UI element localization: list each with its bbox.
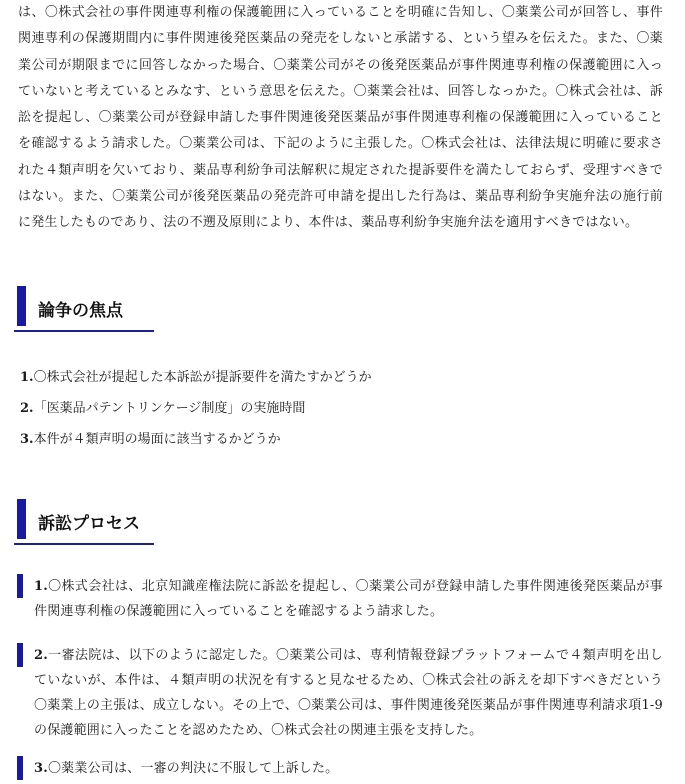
process-section-title: 訴訟プロセス — [38, 514, 140, 534]
process-section-header — [14, 499, 154, 545]
process-text: 〇薬業公司は、一審の判決に不服して上訴した。 — [47, 761, 339, 776]
process-number: 1. — [34, 579, 48, 594]
process-marker-bar — [17, 756, 23, 780]
process-number: 3. — [34, 761, 48, 776]
process-item-1 — [14, 574, 663, 624]
process-paragraph — [14, 756, 663, 781]
issue-text: 本件が４類声明の場面に該当するかどうか — [33, 432, 281, 447]
process-paragraph — [14, 643, 663, 743]
process-text: 一審法院は、以下のように認定した。〇薬業公司は、専利情報登録プラットフォームで４類声明を出していないが、本件は、４類声明の状況を有すると見なせるため、〇株式会社の訴えを却下すべきだという〇薬業上の主張は、成立しない。その上で、〇薬業公司は、事件関連後発医薬品が事件関連専利請求項1-9の保護範囲に入ったことを認めたため、〇株式会社の関連主張を支持した。 — [34, 648, 663, 738]
issue-item-1 — [20, 368, 372, 388]
process-marker-bar — [17, 643, 23, 667]
issues-section-header — [14, 286, 154, 332]
process-text: 〇株式会社は、北京知識産権法院に訴訟を提起し、〇薬業公司が登録申請した事件関連後発医薬品が事件関連専利権の保護範囲に入っていることを確認するよう請求した。 — [34, 579, 663, 619]
intro-paragraph: は、〇株式会社の事件関連専利権の保護範囲に入っていることを明確に告知し、〇薬業公司が回答し、事件関連専利の保護期間内に事件関連後発医薬品の発売をしないと承諾する、という望みを伝えた。また、〇薬業公司が期限までに回答しなかった場合、〇薬業公司がその後発医薬品が事件関連専利権の保護範囲に入っていないと考えているとみなす、という意思を伝えた。〇薬業会社は、回答しなっかた。〇株式会社は、訴訟を提起し、〇薬業公司が登録申請した事件関連後発医薬品が事件関連専利権の保護範囲に入っていることを確認するよう請求した。〇薬業公司は、下記のように主張した。〇株式会社は、法律法規に明確に要求された４類声明を欠いており、薬品専利紛争司法解釈に規定された提訴要件を満たしておらず、受理すべきではない。また、〇薬業公司が後発医薬品の発売許可申請を提出した行為は、薬品専利紛争実施弁法の施行前に発生したものであり、法の不遡及原則により、本件は、薬品専利紛争実施弁法を適用すべきではない。 — [18, 5, 663, 231]
process-marker-bar — [17, 574, 23, 598]
issue-text: 「医薬品パテントリンケージ制度」の実施時間 — [33, 401, 306, 416]
process-number: 2. — [34, 648, 48, 663]
issue-number: 2. — [20, 401, 34, 416]
issue-text: 〇株式会社が提起した本訴訟が提訴要件を満たすかどうか — [33, 370, 372, 385]
process-item-3 — [14, 756, 663, 781]
issues-section-title: 論争の焦点 — [38, 301, 123, 321]
section-marker-bar — [17, 286, 26, 326]
process-paragraph — [14, 574, 663, 624]
issue-number: 1. — [20, 370, 34, 385]
issue-item-2 — [20, 399, 305, 419]
process-item-2 — [14, 643, 663, 743]
section-marker-bar — [17, 499, 26, 539]
issue-number: 3. — [20, 432, 34, 447]
issue-item-3 — [20, 430, 281, 450]
